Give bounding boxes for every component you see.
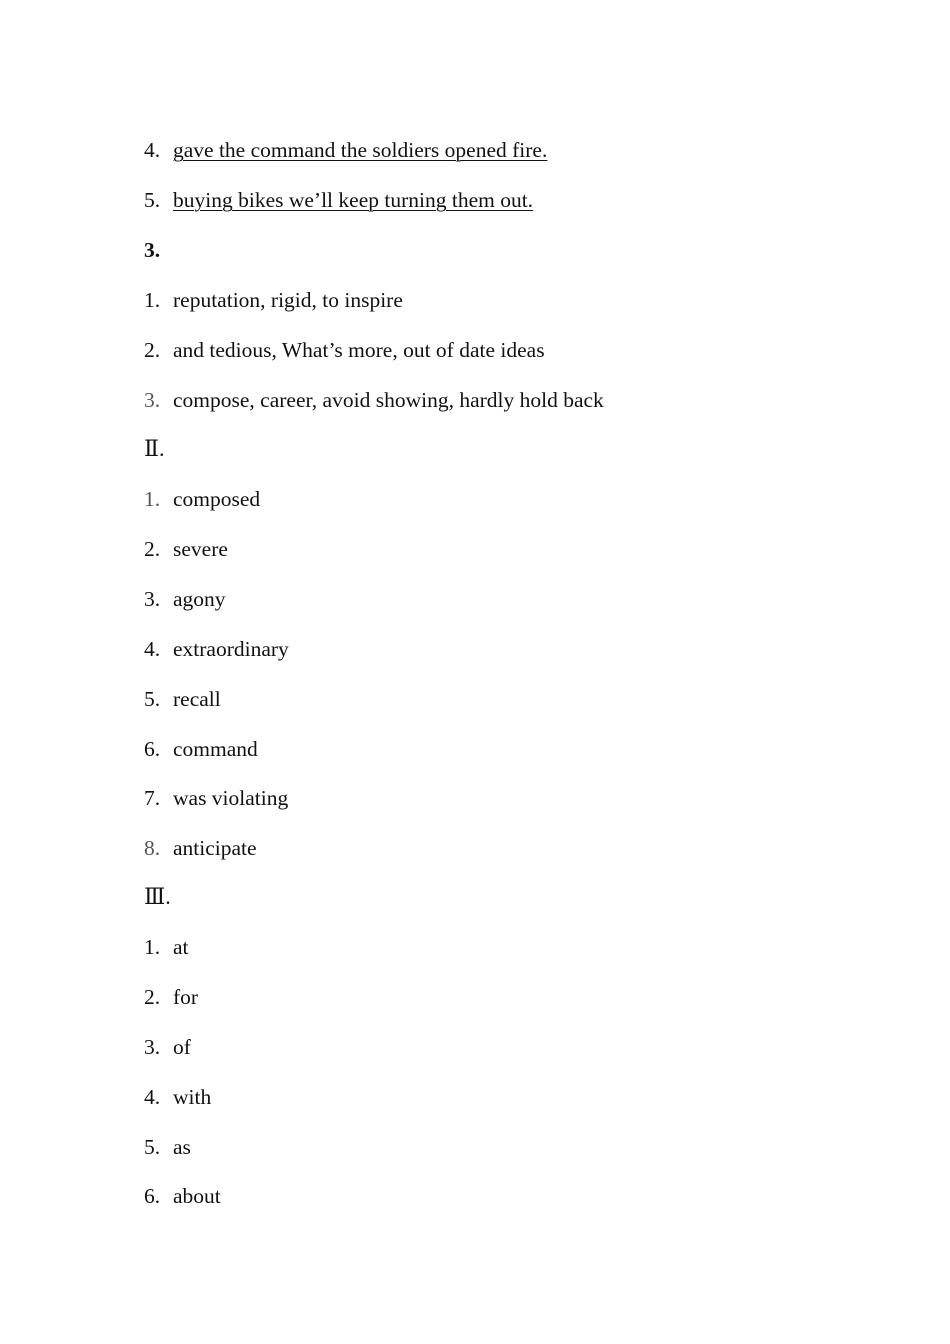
item-number: 6. xyxy=(144,1184,161,1208)
list-item xyxy=(144,934,189,960)
item-text: command xyxy=(173,737,258,761)
item-number: 6. xyxy=(144,737,161,761)
item-text: compose, career, avoid showing, hardly hold back xyxy=(173,388,604,412)
list-item xyxy=(144,1034,191,1060)
item-number: 4. xyxy=(144,1085,161,1109)
list-item xyxy=(144,187,533,213)
item-text: for xyxy=(173,985,199,1009)
item-number: 3. xyxy=(144,1035,161,1059)
item-text: gave the command the soldiers opened fire. xyxy=(173,138,548,162)
list-item xyxy=(144,387,604,413)
item-number: 2. xyxy=(144,338,161,362)
list-item xyxy=(144,1084,211,1110)
item-text: with xyxy=(173,1085,212,1109)
item-number: 5. xyxy=(144,687,161,711)
item-number: 2. xyxy=(144,985,161,1009)
item-text: severe xyxy=(173,537,228,561)
item-text: reputation, rigid, to inspire xyxy=(173,288,403,312)
item-text: composed xyxy=(173,487,261,511)
list-item xyxy=(144,785,288,811)
item-number: 1. xyxy=(144,288,161,312)
list-item xyxy=(144,486,260,512)
item-text: extraordinary xyxy=(173,637,289,661)
item-text: agony xyxy=(173,587,226,611)
item-number: 5. xyxy=(144,1135,161,1159)
list-item xyxy=(144,984,198,1010)
item-text: recall xyxy=(173,687,221,711)
item-text: was violating xyxy=(173,786,289,810)
item-text: anticipate xyxy=(173,836,257,860)
item-text: buying bikes we’ll keep turning them out. xyxy=(173,188,534,212)
item-number: 7. xyxy=(144,786,161,810)
list-item xyxy=(144,1183,221,1209)
list-item xyxy=(144,337,545,363)
item-number: 3. xyxy=(144,587,161,611)
item-number: 2. xyxy=(144,537,161,561)
list-item xyxy=(144,287,403,313)
list-item xyxy=(144,137,547,163)
section-heading-iii: Ⅲ. xyxy=(144,884,171,909)
section-heading-3: 3. xyxy=(144,238,161,262)
item-number: 1. xyxy=(144,935,161,959)
list-item xyxy=(144,536,228,562)
list-item xyxy=(144,736,258,762)
item-text: of xyxy=(173,1035,191,1059)
list-item xyxy=(144,586,226,612)
list-item xyxy=(144,835,257,861)
item-number: 4. xyxy=(144,138,161,162)
section-heading-ii: Ⅱ. xyxy=(144,436,165,461)
item-text: at xyxy=(173,935,189,959)
item-text: as xyxy=(173,1135,191,1159)
item-number: 1. xyxy=(144,487,161,511)
list-item xyxy=(144,686,221,712)
item-number: 3. xyxy=(144,388,161,412)
item-number: 5. xyxy=(144,188,161,212)
item-text: about xyxy=(173,1184,221,1208)
item-number: 8. xyxy=(144,836,161,860)
item-number: 4. xyxy=(144,637,161,661)
list-item xyxy=(144,636,289,662)
list-item xyxy=(144,1134,191,1160)
item-text: and tedious, What’s more, out of date ideas xyxy=(173,338,545,362)
